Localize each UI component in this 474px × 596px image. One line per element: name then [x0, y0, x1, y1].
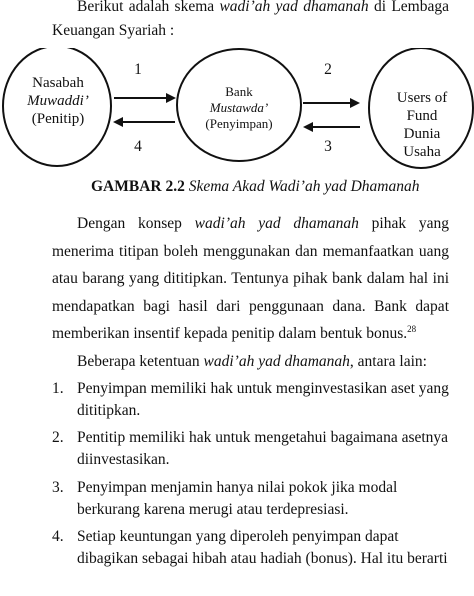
list-item-line-2: berkurang karena merugi atau terdepresiasi.	[77, 501, 349, 518]
paragraph-1-line-5	[52, 324, 416, 344]
paragraph-2-term: wadi’ah yad dhamanah	[203, 353, 350, 370]
paragraph-1-line-3: atau barang yang dititipkan. Tentunya pihak bank dalam hal ini	[52, 270, 449, 287]
arrow-1	[114, 93, 176, 103]
paragraph-1-line-5-text: memberikan insentif kepada penitip dalam bentuk bonus.	[52, 325, 408, 342]
center-node-line-1: Bank	[225, 84, 253, 99]
arrow-label-3: 3	[324, 138, 332, 155]
paragraph-1-line-4: mendapatkan bagi hasil dari penggunaan dana. Bank dapat	[52, 298, 449, 315]
list-item-line-1: Penyimpan menjamin hanya nilai pokok jika modal	[77, 479, 398, 496]
right-node-line-1: Users of	[396, 90, 448, 106]
list-item-line-2: dititipkan.	[77, 402, 141, 419]
intro-line-1-prefix: Berikut adalah skema	[77, 0, 215, 15]
figure-caption-text: Skema Akad Wadi’ah yad Dhamanah	[188, 178, 420, 195]
left-node-line-2: Muwaddi’	[27, 93, 89, 109]
arrow-label-2: 2	[324, 61, 332, 78]
figure-caption	[91, 177, 419, 197]
intro-line-1-term: wadi’ah yad dhamanah	[219, 0, 369, 15]
left-node-line-1: Nasabah	[32, 75, 84, 91]
left-node-label	[10, 74, 106, 128]
right-node-line-2: Fund	[406, 108, 438, 124]
intro-line-2: Keuangan Syariah :	[52, 22, 175, 39]
list-item-line-2: dibagikan sebagai hibah atau hadiah (bonus). Hal itu berarti	[77, 550, 448, 567]
figure-caption-label: GAMBAR 2.2	[91, 178, 185, 195]
arrow-label-4: 4	[134, 138, 142, 155]
arrow-4	[113, 117, 175, 127]
center-node-label	[189, 84, 289, 132]
paragraph-2	[77, 352, 427, 372]
list-item-line-1: Penyimpan memiliki hak untuk menginvestasikan aset yang	[77, 380, 449, 397]
right-node-label	[383, 89, 461, 161]
arrow-3	[303, 122, 360, 132]
paragraph-1-line-2: menerima titipan boleh menggunakan dan memanfaatkan uang	[52, 243, 449, 260]
right-node-line-4: Usaha	[403, 144, 441, 160]
center-node-line-3: (Penyimpan)	[205, 116, 273, 131]
list-item-number: 3.	[52, 479, 64, 496]
left-node-line-3: (Penitip)	[31, 111, 85, 127]
list-item-number: 2.	[52, 429, 64, 446]
list-item-line-1: Pentitip memiliki hak untuk mengetahui bagaimana asetnya	[77, 429, 449, 446]
footnote-marker: 28	[407, 323, 417, 334]
arrow-label-1: 1	[134, 61, 142, 78]
intro-line-1-suffix: di Lembaga	[373, 0, 449, 15]
center-node-line-2: Mustawda’	[209, 100, 269, 115]
list-item-line-1: Setiap keuntungan yang diperoleh penyimpan dapat	[77, 528, 399, 545]
paragraph-1-line-1	[77, 214, 449, 234]
list-item-line-2: diinvestasikan.	[77, 451, 170, 468]
right-node-line-3: Dunia	[403, 126, 441, 142]
paragraph-1-term: wadi’ah yad dhamanah	[194, 215, 359, 232]
paragraph-1-line-1-b: pihak yang	[371, 215, 449, 232]
paragraph-2-suffix: , antara lain:	[349, 353, 427, 370]
intro-line-1	[77, 0, 449, 17]
paragraph-2-prefix: Beberapa ketentuan	[77, 353, 200, 370]
list-item-number: 1.	[52, 380, 64, 397]
list-item-number: 4.	[52, 528, 64, 545]
paragraph-1-line-1-a: Dengan konsep	[77, 215, 182, 232]
arrow-2	[303, 98, 360, 108]
